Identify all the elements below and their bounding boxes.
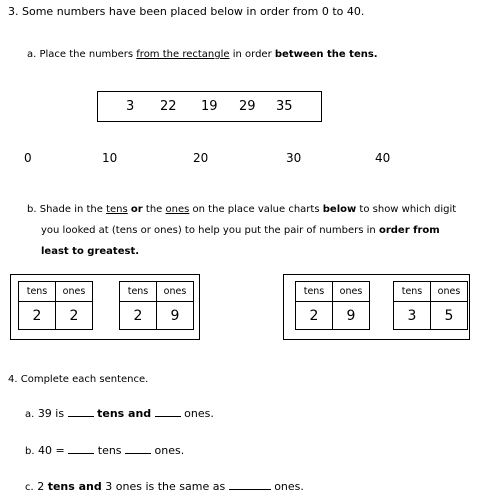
instruction-bold: between the tens. — [274, 49, 378, 60]
tens-cell[interactable]: 2 — [19, 302, 56, 330]
sentence-text: 40 = — [38, 444, 65, 457]
part-label: a. — [27, 49, 37, 60]
place-value-chart — [18, 281, 93, 330]
tens-cell[interactable]: 2 — [296, 302, 333, 330]
instruction-bold: or — [130, 204, 143, 215]
tens-header: tens — [394, 282, 431, 302]
answer-blank[interactable] — [68, 406, 94, 417]
question-intro: Some numbers have been placed below in order from 0 to 40. — [22, 5, 365, 18]
place-value-chart — [119, 281, 194, 330]
sentence-text: 3 ones is the same as — [105, 480, 226, 493]
instruction-text: to show which digit — [359, 204, 457, 215]
tens-cell[interactable]: 2 — [120, 302, 157, 330]
question-intro: Complete each sentence. — [20, 374, 149, 385]
sentence-text: ones. — [274, 480, 304, 493]
instruction-bold: below — [322, 204, 357, 215]
instruction-text: on the place value charts — [192, 204, 320, 215]
ones-header: ones — [56, 282, 93, 302]
part-label: b. — [25, 446, 35, 457]
part-label: b. — [27, 204, 37, 215]
ones-cell[interactable]: 2 — [56, 302, 93, 330]
place-value-chart — [393, 281, 468, 330]
answer-blank[interactable] — [68, 443, 94, 454]
question-4-header — [8, 374, 148, 385]
sentence-text: tens and — [97, 407, 152, 420]
instruction-text: Place the numbers — [39, 49, 134, 60]
tens-mark: 0 — [24, 151, 32, 165]
sentence-text: tens and — [47, 480, 102, 493]
answer-blank[interactable] — [155, 406, 181, 417]
tens-header: tens — [19, 282, 56, 302]
sentence-text: 2 — [37, 480, 45, 493]
part-b-line-2 — [41, 225, 440, 236]
tens-header: tens — [120, 282, 157, 302]
question-3-header — [8, 5, 364, 18]
part-label: c. — [25, 482, 34, 493]
ones-header: ones — [333, 282, 370, 302]
answer-blank[interactable] — [125, 443, 151, 454]
place-value-chart — [295, 281, 370, 330]
sentence-a — [25, 406, 214, 420]
instruction-text: Shade in the — [39, 204, 103, 215]
question-number: 3. — [8, 5, 19, 18]
question-number: 4. — [8, 374, 18, 385]
number-rectangle — [97, 91, 322, 122]
instruction-underlined: from the rectangle — [136, 49, 230, 60]
answer-blank[interactable] — [229, 479, 271, 490]
instruction-bold: order from — [378, 225, 440, 236]
instruction-underlined: ones — [165, 204, 190, 215]
part-label: a. — [25, 409, 35, 420]
instruction-text: in order — [232, 49, 272, 60]
sentence-c — [25, 479, 304, 493]
ones-cell[interactable]: 5 — [431, 302, 468, 330]
part-b-line-3 — [41, 246, 139, 257]
sentence-text: ones. — [154, 444, 185, 457]
ones-header: ones — [157, 282, 194, 302]
ones-cell[interactable]: 9 — [157, 302, 194, 330]
tens-mark: 40 — [375, 151, 391, 165]
sentence-text: tens — [97, 444, 122, 457]
rectangle-number: 3 — [126, 99, 135, 114]
tens-mark: 30 — [286, 151, 302, 165]
ones-header: ones — [431, 282, 468, 302]
rectangle-number: 22 — [160, 99, 177, 114]
instruction-bold: least to greatest. — [41, 246, 140, 257]
instruction-underlined: tens — [106, 204, 128, 215]
tens-cell[interactable]: 3 — [394, 302, 431, 330]
sentence-text: 39 is — [37, 407, 65, 420]
rectangle-number: 35 — [276, 99, 293, 114]
rectangle-number: 19 — [201, 99, 218, 114]
part-a-instruction — [27, 49, 378, 60]
tens-header: tens — [296, 282, 333, 302]
tens-mark: 10 — [102, 151, 118, 165]
rectangle-number: 29 — [239, 99, 256, 114]
instruction-text: you looked at (tens or ones) to help you put the pair of numbers in — [41, 225, 376, 236]
sentence-b — [25, 443, 184, 457]
instruction-text: the — [145, 204, 163, 215]
ones-cell[interactable]: 9 — [333, 302, 370, 330]
tens-mark: 20 — [193, 151, 209, 165]
part-b-line-1 — [27, 204, 456, 215]
sentence-text: ones. — [184, 407, 214, 420]
